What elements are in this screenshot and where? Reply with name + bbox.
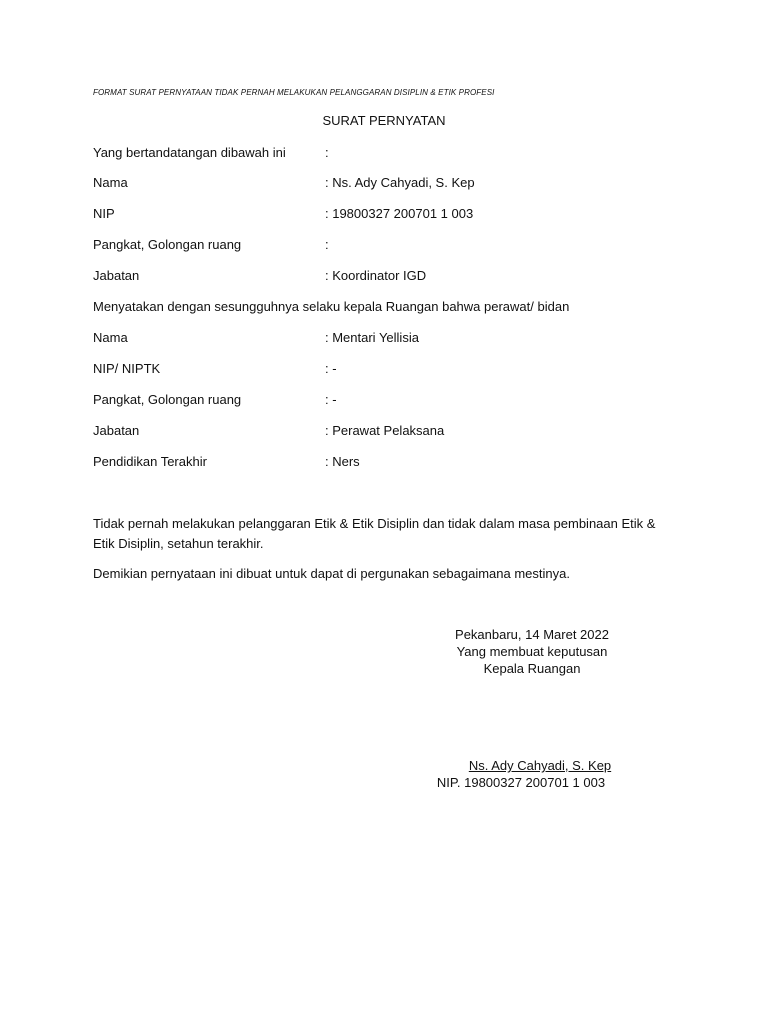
subject-row-nip xyxy=(93,360,693,378)
field-label: Pangkat, Golongan ruang xyxy=(93,237,242,252)
closing-paragraph: Demikian pernyataan ini dibuat untuk dapat di pergunakan sebagaimana mestinya. xyxy=(93,566,570,581)
field-value: : Ns. Ady Cahyadi, S. Kep xyxy=(325,175,475,190)
signatory-row-nip xyxy=(93,205,693,223)
signature-position: Kepala Ruangan xyxy=(483,661,581,676)
subject-row-pangkat xyxy=(93,391,693,409)
header-note: FORMAT SURAT PERNYATAAN TIDAK PERNAH MELAKUKAN PELANGGARAN DISIPLIN & ETIK PROFESI xyxy=(93,88,495,97)
field-label: NIP xyxy=(93,206,115,221)
signature-name xyxy=(428,757,652,774)
field-label: Jabatan xyxy=(93,268,140,283)
signatory-intro-row xyxy=(93,144,693,162)
field-value: : xyxy=(325,237,329,252)
statement-intro xyxy=(93,298,693,316)
signatory-row-jabatan xyxy=(93,267,693,285)
field-label: Pendidikan Terakhir xyxy=(93,454,207,469)
signature-role-line: Yang membuat keputusan xyxy=(456,644,608,659)
subject-row-nama xyxy=(93,329,693,347)
field-label: Nama xyxy=(93,330,128,345)
field-label: Nama xyxy=(93,175,128,190)
subject-row-jabatan xyxy=(93,422,693,440)
statement-paragraph: Tidak pernah melakukan pelanggaran Etik & Etik Disiplin dan tidak dalam masa pembinaan Etik & Etik Disiplin, setahun terakhir. xyxy=(93,516,656,551)
field-value: : - xyxy=(325,392,337,407)
subject-row-pendidikan xyxy=(93,453,693,471)
field-value: : Mentari Yellisia xyxy=(325,330,419,345)
signature-nip: NIP. 19800327 200701 1 003 xyxy=(436,775,606,790)
field-label: Jabatan xyxy=(93,423,140,438)
signatory-intro-value: : xyxy=(325,145,329,160)
field-label: NIP/ NIPTK xyxy=(93,361,161,376)
signature-place-date: Pekanbaru, 14 Maret 2022 xyxy=(455,627,609,642)
signatory-row-nama xyxy=(93,174,693,192)
field-label: Pangkat, Golongan ruang xyxy=(93,392,242,407)
document-title: SURAT PERNYATAN xyxy=(322,113,446,128)
field-value: : 19800327 200701 1 003 xyxy=(325,206,474,221)
field-value: : - xyxy=(325,361,337,376)
statement-intro-text: Menyatakan dengan sesungguhnya selaku kepala Ruangan bahwa perawat/ bidan xyxy=(93,299,570,314)
field-value: : Koordinator IGD xyxy=(325,268,427,283)
field-value: : Ners xyxy=(325,454,360,469)
signature-name-text: Ns. Ady Cahyadi, S. Kep xyxy=(468,758,612,773)
field-value: : Perawat Pelaksana xyxy=(325,423,445,438)
signatory-intro-label: Yang bertandatangan dibawah ini xyxy=(93,145,286,160)
signatory-row-pangkat xyxy=(93,236,693,254)
